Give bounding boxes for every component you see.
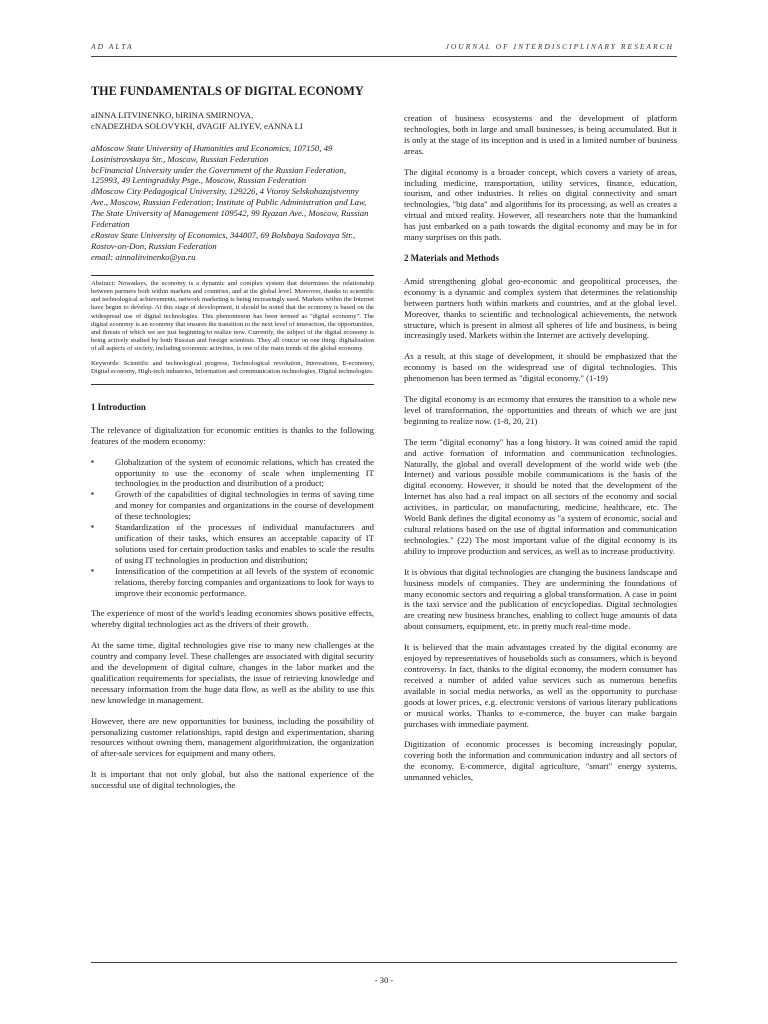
keywords: Keywords: Scientific and technological progress, Technological revolution, Innovations, E-economy, Digital economy, High-tech industries, Information and communication technologies, Digital technologies. xyxy=(91,359,374,375)
feature-list xyxy=(91,457,374,599)
paragraph: However, there are new opportunities for business, including the possibility of personalizing customer relationships, rapid design and experimentation, sharing resources without owning them, management algorithmization, the organization of after-sale services for equipment and many others. xyxy=(91,715,374,759)
affiliation-a: aMoscow State University of Humanities and Economics, 107150, 49 Losinistrovskaya Str., Moscow, Russian Federation xyxy=(91,142,333,164)
right-column xyxy=(404,113,677,793)
paragraph: The relevance of digitalization for economic entities is thanks to the following features of the modern economy: xyxy=(91,424,374,446)
journal-subtitle: JOURNAL OF INTERDISCIPLINARY RESEARCH xyxy=(445,42,674,51)
author-list xyxy=(91,110,374,132)
section-heading-introduction: 1 Introduction xyxy=(91,401,146,412)
list-item: ▪ Globalization of the system of economic relations, which has created the opportunity to use the economy of scale when implementing IT technologies in the production and distribution of a product; xyxy=(91,457,374,490)
list-item: ▪ Standardization of the processes of individual manufacturers and unification of their tasks, which ensures an acceptable capacity of IT solutions used for certain production tasks and enables to scale the results of using IT technologies in production and distribution; xyxy=(91,522,374,566)
journal-name: AD ALTA xyxy=(91,42,134,51)
page-number: - 30 - xyxy=(374,975,394,985)
footer-divider xyxy=(91,962,677,963)
paragraph: The term "digital economy" has a long history. It was coined amid the rapid and active formation of information and communication technologies. Naturally, the global and overall development of the world wide web (the Internet) and various possible mobile communications is the basis of the digital economy. However, it should be noted that the development of the Internet has also had a real impact on all sectors of the economy and social activities, in particular, on manufacturing, medicine, healthcare, etc. The World Bank defines the digital economy as "a system of economic, social and cultural relations based on the use of digital information and communication technologies." (22) The most important value of the digital economy is its ability to improve production and services, as well as to increase productivity. xyxy=(404,436,677,556)
paragraph: The digital economy is a broader concept, which covers a variety of areas, including medicine, transportation, utility services, finance, education, tourism, and other industries. It relies on digital connectivity and smart technologies, "big data" and algorithms for its processing, as well as creates a virtual and mixed reality. However, all researchers note that the humankind has just embarked on a path towards the digital economy and may be in for many surprises on this path. xyxy=(404,166,677,243)
affiliation-e: eRostov State University of Economics, 344007, 69 Bolshaya Sadovaya Str., Rostov-on-Don, Russian Federation xyxy=(91,229,356,251)
affiliation-bc: bcFinancial University under the Government of the Russian Federation, 125993, 49 Leningradsky Psge., Moscow, Russian Federation xyxy=(91,164,347,186)
paragraph: As a result, at this stage of development, it should be emphasized that the economy is based on the widespread use of digital technologies. This phenomenon has been termed as "digital economy." (1-19) xyxy=(404,351,677,384)
paragraph: It is obvious that digital technologies are changing the business landscape and business models of companies. They are undermining the foundations of many economic sectors and requiring a global transformation. A case in point is the taxi service and the publication of encyclopedias. Digital technologies are creating new business branches, enabling to collect huge amounts of data about consumers, equipment, etc. in pretty much real-time mode. xyxy=(404,566,677,632)
paper-title: THE FUNDAMENTALS OF DIGITAL ECONOMY xyxy=(91,84,364,98)
section-heading-materials-methods: 2 Materials and Methods xyxy=(404,252,499,263)
left-column xyxy=(91,86,374,801)
paragraph: The digital economy is an economy that ensures the transition to a whole new level of transformation, the opportunities and threats of which we are just beginning to realize now. (1-8, 20, 21) xyxy=(404,394,677,426)
affiliation-d: dMoscow City Pedagogical University, 129226, 4 Vtoroy Selskohozajstvenny Ave., Moscow, Russian Federation; Institute of Public Administration and Law, The State University of Management 109542, 99 Ryazan Ave., Moscow, Russian Federation xyxy=(91,186,369,230)
author-line-2: cNADEZHDA SOLOVYKH, dVAGIF ALIYEV, eANNA LI xyxy=(91,120,303,131)
header-divider xyxy=(91,56,677,57)
paragraph: The experience of most of the world's leading economies shows positive effects, whereby digital technologies act as the drivers of their growth. xyxy=(91,608,374,630)
paragraph: creation of business ecosystems and the development of platform technologies, both in large and small businesses, is being accumulated. But it is only at the stage of its inception and is used in a limited number of business areas. xyxy=(404,113,677,156)
paragraph: Digitization of economic processes is becoming increasingly popular, covering both the information and communication industry and all sectors of the economy. E-commerce, digital agriculture, "smart" energy systems, unmanned vehicles, xyxy=(404,739,677,783)
contact-email: email: ainnalitvinenko@ya.ru xyxy=(91,251,196,262)
abstract-top-divider xyxy=(91,275,374,276)
abstract-bottom-divider xyxy=(91,384,374,385)
list-item: ▪ Growth of the capabilities of digital technologies in terms of saving time and money for companies and organizations in the course of development of these technologies; xyxy=(91,489,374,522)
affiliations xyxy=(91,143,374,263)
paragraph: At the same time, digital technologies give rise to many new challenges at the country and company level. These challenges are associated with digital security and the development of digital culture, changes in the labor market and the qualification requirements for specialists, the issue of retrieving knowledge and necessary information from the huge data flow, as well as the ability to use this new knowledge in management. xyxy=(91,640,374,705)
paragraph: It is important that not only global, but also the national experience of the successful use of digital technologies, the xyxy=(91,769,374,791)
author-line-1: aINNA LITVINENKO, bIRINA SMIRNOVA, xyxy=(91,109,254,120)
list-item: ▪ Intensification of the competition at all levels of the system of economic relations, thereby forcing companies and organizations to look for ways to improve their economic performance. xyxy=(91,566,374,599)
abstract: Abstract: Nowadays, the economy is a dynamic and complex system that determines the relationship between partners both within markets and countries, and at the global level. Moreover, thanks to scientific and technological achievements, network marketing is being increasingly used. Markets within the Internet have begun to develop. At this stage of development, it should be noted that the economy is based on the widespread use of digital technologies. This phenomenon has been termed as "digital economy". The digital economy is an economy that ensures the transition to the next level of interaction, the opportunities, and threats of which we are just beginning to realize now. Currently, the subject of the digital economy is being actively studied by both Russian and foreign scientists. They all concur on one thing: digitalization of all aspects of society, including economic activities, is one of the main trends of the global economy. xyxy=(91,279,374,353)
paragraph: It is believed that the main advantages created by the digital economy are enjoyed by representatives of households such as consumers, which is beyond controversy. In fact, thanks to the digital economy, the modern consumer has received a number of added value services such as numerous benefits available in social media networks, as well as the opportunity to purchase goods at lower prices, e.g. electronic versions of various literary publications or musical works. Thanks to e-commerce, the buyer can make bargain purchases with immediate payment. xyxy=(404,642,677,729)
paragraph: Amid strengthening global geo-economic and geopolitical processes, the economy is a dynamic and complex system that determines the relationship between partners both within markets and countries, and at the global level. Moreover, thanks to scientific and technological achievements, the network structure, which is present in almost all spheres of life and business, is being increasingly used. Markets within the Internet are actively developing. xyxy=(404,275,677,341)
